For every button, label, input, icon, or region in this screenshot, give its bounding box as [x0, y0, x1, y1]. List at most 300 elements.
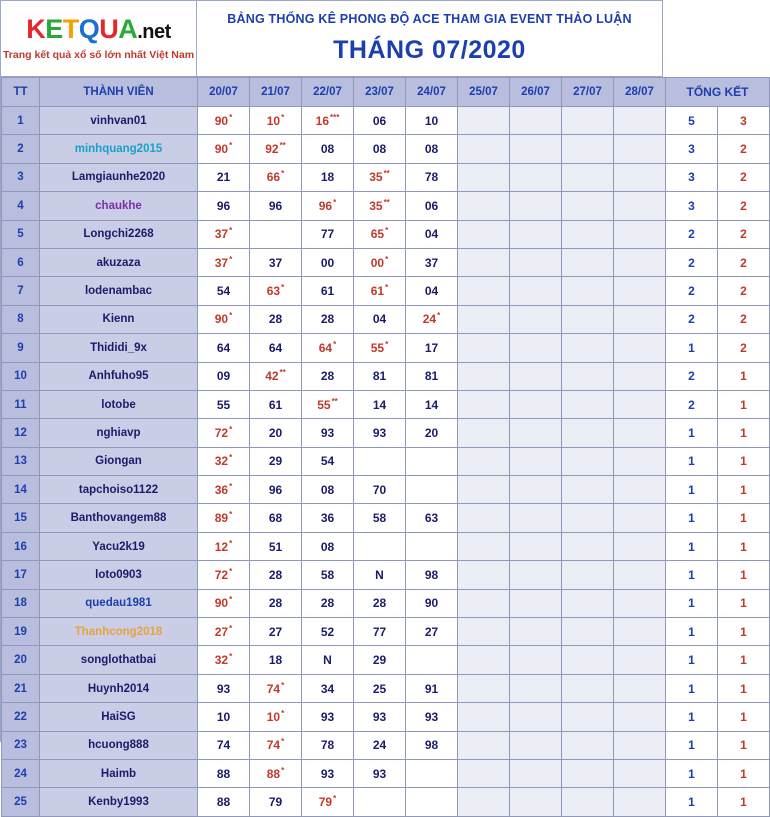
- table-row: [2, 192, 770, 220]
- score-cell: [562, 419, 614, 447]
- score-cell: [614, 759, 666, 787]
- score-cell: [562, 532, 614, 560]
- score-cell: [302, 788, 354, 816]
- total-primary: 3: [666, 135, 718, 163]
- score-value: 55: [317, 397, 331, 412]
- score-cell: [510, 646, 562, 674]
- star-marker: *: [229, 453, 233, 463]
- table-row: [2, 362, 770, 390]
- row-index: 22: [2, 703, 40, 731]
- score-cell: [250, 135, 302, 163]
- total-secondary: 2: [718, 220, 770, 248]
- score-cell: [614, 305, 666, 333]
- score-cell: [354, 362, 406, 390]
- score-value: 93: [372, 709, 387, 724]
- member-name[interactable]: [40, 646, 198, 674]
- score-cell: [302, 589, 354, 617]
- score-cell: [250, 646, 302, 674]
- score-value: 25: [372, 681, 387, 696]
- score-cell: [198, 759, 250, 787]
- score-cell: [458, 277, 510, 305]
- score-cell: [354, 646, 406, 674]
- score-cell: [406, 447, 458, 475]
- score-value: 61: [320, 284, 335, 299]
- score-cell: [250, 220, 302, 248]
- score-value: 90: [214, 142, 229, 157]
- score-value: 64: [268, 340, 283, 355]
- score-value: 79: [318, 795, 333, 810]
- member-name[interactable]: [40, 390, 198, 418]
- member-name-label: Longchi2268: [83, 228, 154, 241]
- score-value: 64: [318, 340, 333, 355]
- score-cell: [198, 703, 250, 731]
- score-cell: [614, 220, 666, 248]
- total-secondary: 1: [718, 390, 770, 418]
- score-value: 42: [265, 369, 279, 384]
- table-row: [2, 135, 770, 163]
- score-cell: [198, 674, 250, 702]
- score-value: 28: [372, 596, 387, 611]
- star-marker: *: [229, 254, 233, 264]
- score-cell: [458, 220, 510, 248]
- member-name[interactable]: [40, 419, 198, 447]
- row-index: 19: [2, 618, 40, 646]
- table-row: [2, 334, 770, 362]
- score-cell: [510, 248, 562, 276]
- score-cell: [562, 305, 614, 333]
- total-primary: 1: [666, 646, 718, 674]
- score-value: 09: [216, 369, 231, 384]
- score-cell: [458, 788, 510, 816]
- score-cell: [250, 419, 302, 447]
- score-cell: [406, 788, 458, 816]
- member-name[interactable]: [40, 504, 198, 532]
- score-cell: [406, 390, 458, 418]
- score-cell: [614, 135, 666, 163]
- score-cell: [510, 759, 562, 787]
- score-value: 93: [320, 709, 335, 724]
- score-cell: [354, 703, 406, 731]
- member-name[interactable]: [40, 277, 198, 305]
- score-cell: [406, 419, 458, 447]
- score-cell: [406, 532, 458, 560]
- total-secondary: 1: [718, 646, 770, 674]
- total-secondary: 1: [718, 504, 770, 532]
- member-name-label: HaiSG: [101, 710, 136, 723]
- star-marker: *: [229, 226, 233, 236]
- member-name[interactable]: [40, 305, 198, 333]
- score-cell: [614, 476, 666, 504]
- logo-wordmark: [26, 16, 171, 43]
- total-primary: 1: [666, 674, 718, 702]
- logo-letter-u: U: [99, 14, 119, 44]
- score-cell: [406, 305, 458, 333]
- score-cell: [406, 248, 458, 276]
- score-cell: [302, 334, 354, 362]
- member-name[interactable]: [40, 334, 198, 362]
- score-cell: [302, 759, 354, 787]
- score-value: 90: [424, 596, 439, 611]
- row-index: 6: [2, 248, 40, 276]
- member-name-label: Haimb: [100, 767, 137, 780]
- score-cell: [354, 305, 406, 333]
- total-secondary: 2: [718, 135, 770, 163]
- row-index: 17: [2, 561, 40, 589]
- score-cell: [406, 135, 458, 163]
- score-cell: [354, 674, 406, 702]
- member-name[interactable]: [40, 759, 198, 787]
- total-secondary: 1: [718, 476, 770, 504]
- score-cell: [198, 476, 250, 504]
- row-index: 16: [2, 532, 40, 560]
- score-value: 72: [214, 567, 229, 582]
- score-cell: [510, 220, 562, 248]
- total-secondary: 1: [718, 532, 770, 560]
- total-secondary: 2: [718, 305, 770, 333]
- star-marker: *: [333, 339, 337, 349]
- score-cell: [302, 476, 354, 504]
- score-value: 36: [320, 511, 335, 526]
- table-row: [2, 731, 770, 759]
- total-secondary: 1: [718, 618, 770, 646]
- total-secondary: 1: [718, 731, 770, 759]
- score-cell: [302, 674, 354, 702]
- table-row: [2, 476, 770, 504]
- total-primary: 2: [666, 248, 718, 276]
- row-index: 23: [2, 731, 40, 759]
- score-cell: [354, 504, 406, 532]
- score-cell: [354, 192, 406, 220]
- score-cell: [354, 163, 406, 191]
- score-value: 78: [424, 170, 439, 185]
- score-cell: [510, 589, 562, 617]
- member-name[interactable]: [40, 248, 198, 276]
- score-cell: [510, 561, 562, 589]
- score-cell: [562, 277, 614, 305]
- table-row: [2, 220, 770, 248]
- star-marker: *: [281, 737, 285, 747]
- score-value: 51: [268, 539, 283, 554]
- score-cell: [562, 447, 614, 475]
- total-secondary: 1: [718, 788, 770, 816]
- score-value: 79: [268, 795, 283, 810]
- score-cell: [406, 476, 458, 504]
- row-index: 9: [2, 334, 40, 362]
- score-cell: [614, 192, 666, 220]
- logo-letter-t: T: [62, 14, 79, 44]
- member-name[interactable]: [40, 192, 198, 220]
- score-value: 61: [370, 284, 385, 299]
- star-marker: *: [385, 254, 389, 264]
- table-row: [2, 589, 770, 617]
- star-marker: **: [383, 197, 390, 207]
- score-value: 63: [424, 511, 439, 526]
- score-value: 04: [424, 284, 439, 299]
- logo-suffix: .net: [137, 21, 171, 43]
- score-cell: [250, 305, 302, 333]
- score-cell: [250, 248, 302, 276]
- star-marker: *: [229, 510, 233, 520]
- score-value: 28: [320, 369, 335, 384]
- logo-letter-q: Q: [78, 14, 100, 44]
- score-value: 74: [266, 681, 281, 696]
- table-row: [2, 447, 770, 475]
- total-secondary: 2: [718, 248, 770, 276]
- score-cell: [458, 674, 510, 702]
- member-name-label: lotobe: [101, 398, 136, 411]
- star-marker: *: [229, 481, 233, 491]
- member-name[interactable]: [40, 362, 198, 390]
- score-cell: [354, 788, 406, 816]
- score-cell: [510, 703, 562, 731]
- score-cell: [458, 703, 510, 731]
- member-name-label: songlothatbai: [80, 654, 157, 667]
- star-marker: **: [279, 141, 286, 151]
- score-cell: [562, 731, 614, 759]
- score-value: 96: [216, 198, 231, 213]
- score-value: 28: [268, 596, 283, 611]
- score-cell: [458, 107, 510, 135]
- total-secondary: 2: [718, 277, 770, 305]
- logo-letter-a: A: [118, 14, 138, 44]
- row-index: 3: [2, 163, 40, 191]
- row-index: 14: [2, 476, 40, 504]
- score-cell: [562, 107, 614, 135]
- total-secondary: 1: [718, 447, 770, 475]
- score-value: 74: [266, 738, 281, 753]
- score-cell: [614, 703, 666, 731]
- score-cell: [510, 476, 562, 504]
- score-cell: [198, 589, 250, 617]
- member-name-label: loto0903: [95, 568, 142, 581]
- row-index: 20: [2, 646, 40, 674]
- member-name[interactable]: [40, 476, 198, 504]
- score-cell: [562, 135, 614, 163]
- star-marker: *: [229, 595, 233, 605]
- member-name[interactable]: [40, 674, 198, 702]
- col-day-2707: 27/07: [562, 78, 614, 107]
- score-value: 92: [265, 142, 279, 157]
- score-cell: [250, 674, 302, 702]
- score-cell: [302, 305, 354, 333]
- score-cell: [354, 618, 406, 646]
- score-value: 32: [214, 653, 229, 668]
- score-cell: [302, 703, 354, 731]
- col-tt: TT: [2, 78, 40, 107]
- score-cell: [302, 618, 354, 646]
- score-value: 96: [318, 198, 333, 213]
- score-value: 14: [424, 397, 439, 412]
- col-day-2307: 23/07: [354, 78, 406, 107]
- row-index: 10: [2, 362, 40, 390]
- table-row: [2, 703, 770, 731]
- score-cell: [302, 646, 354, 674]
- score-cell: [510, 788, 562, 816]
- score-value: 98: [424, 567, 439, 582]
- score-cell: [614, 788, 666, 816]
- total-primary: 1: [666, 419, 718, 447]
- member-name-label: Banthovangem88: [70, 512, 167, 525]
- score-cell: [198, 561, 250, 589]
- score-value: 28: [320, 312, 335, 327]
- total-secondary: 1: [718, 674, 770, 702]
- score-cell: [562, 163, 614, 191]
- col-day-2407: 24/07: [406, 78, 458, 107]
- member-name[interactable]: [40, 220, 198, 248]
- col-day-2007: 20/07: [198, 78, 250, 107]
- score-cell: [458, 305, 510, 333]
- row-index: 4: [2, 192, 40, 220]
- score-value: 27: [268, 624, 283, 639]
- score-value: 24: [422, 312, 437, 327]
- page-header: [1, 1, 662, 77]
- total-primary: 1: [666, 703, 718, 731]
- score-value: 08: [320, 142, 335, 157]
- score-cell: [510, 362, 562, 390]
- score-value: 54: [320, 454, 335, 469]
- score-cell: [614, 419, 666, 447]
- score-cell: [198, 107, 250, 135]
- score-value: 18: [268, 653, 283, 668]
- score-cell: [406, 192, 458, 220]
- row-index: 13: [2, 447, 40, 475]
- score-value: 77: [320, 227, 335, 242]
- score-cell: [406, 277, 458, 305]
- score-cell: [250, 476, 302, 504]
- member-name-label: quedau1981: [85, 597, 152, 610]
- row-index: 5: [2, 220, 40, 248]
- score-cell: [302, 504, 354, 532]
- score-value: 04: [424, 227, 439, 242]
- score-cell: [614, 618, 666, 646]
- score-cell: [302, 248, 354, 276]
- score-value: 70: [372, 482, 387, 497]
- member-name[interactable]: [40, 731, 198, 759]
- score-cell: [198, 618, 250, 646]
- score-cell: [250, 504, 302, 532]
- score-cell: [198, 419, 250, 447]
- score-value: 74: [216, 738, 231, 753]
- member-name[interactable]: [40, 618, 198, 646]
- total-primary: 1: [666, 561, 718, 589]
- score-cell: [562, 618, 614, 646]
- star-marker: **: [279, 368, 286, 378]
- score-cell: [562, 248, 614, 276]
- score-cell: [406, 334, 458, 362]
- member-name[interactable]: [40, 589, 198, 617]
- member-name-label: hcuong888: [88, 739, 149, 752]
- total-primary: 2: [666, 362, 718, 390]
- member-name-label: Lamgiaunhe2020: [71, 171, 166, 184]
- score-cell: [354, 561, 406, 589]
- score-cell: [250, 334, 302, 362]
- score-cell: [354, 107, 406, 135]
- score-value: 90: [214, 113, 229, 128]
- star-marker: *: [229, 424, 233, 434]
- table-row: [2, 277, 770, 305]
- score-cell: [406, 220, 458, 248]
- table-row: [2, 248, 770, 276]
- score-value: 72: [214, 425, 229, 440]
- col-day-2507: 25/07: [458, 78, 510, 107]
- member-name[interactable]: [40, 163, 198, 191]
- table-row: [2, 646, 770, 674]
- score-cell: [354, 532, 406, 560]
- score-value: 55: [370, 340, 385, 355]
- score-cell: [458, 561, 510, 589]
- table-header-row: [2, 78, 770, 107]
- score-cell: [250, 107, 302, 135]
- table-row: [2, 561, 770, 589]
- member-name[interactable]: [40, 561, 198, 589]
- total-primary: 2: [666, 390, 718, 418]
- star-marker: *: [385, 339, 389, 349]
- member-name[interactable]: [40, 703, 198, 731]
- score-cell: [510, 731, 562, 759]
- col-day-2807: 28/07: [614, 78, 666, 107]
- score-value: 78: [320, 738, 335, 753]
- member-name[interactable]: [40, 135, 198, 163]
- total-primary: 1: [666, 759, 718, 787]
- score-cell: [458, 759, 510, 787]
- score-cell: [614, 532, 666, 560]
- score-cell: [406, 674, 458, 702]
- member-name[interactable]: [40, 107, 198, 135]
- score-value: 64: [216, 340, 231, 355]
- score-cell: [510, 618, 562, 646]
- score-cell: [250, 532, 302, 560]
- score-value: 06: [424, 198, 439, 213]
- member-name-label: chaukhe: [95, 199, 142, 212]
- table-row: [2, 759, 770, 787]
- member-name[interactable]: [40, 532, 198, 560]
- score-cell: [354, 334, 406, 362]
- member-name[interactable]: [40, 447, 198, 475]
- table-row: [2, 163, 770, 191]
- score-cell: [562, 646, 614, 674]
- score-cell: [198, 248, 250, 276]
- score-cell: [614, 731, 666, 759]
- score-value: 06: [372, 113, 387, 128]
- score-value: 24: [372, 738, 387, 753]
- score-cell: [510, 192, 562, 220]
- table-row: [2, 504, 770, 532]
- score-value: 27: [214, 624, 229, 639]
- member-name[interactable]: [40, 788, 198, 816]
- score-cell: [510, 419, 562, 447]
- score-cell: [354, 277, 406, 305]
- table-row: [2, 618, 770, 646]
- score-cell: [458, 476, 510, 504]
- table-row: [2, 305, 770, 333]
- row-index: 25: [2, 788, 40, 816]
- score-cell: [614, 334, 666, 362]
- score-value: 29: [268, 454, 283, 469]
- score-cell: [198, 447, 250, 475]
- star-marker: *: [281, 283, 285, 293]
- score-cell: [250, 703, 302, 731]
- star-marker: *: [229, 566, 233, 576]
- score-cell: [302, 163, 354, 191]
- table-row: [2, 390, 770, 418]
- site-logo[interactable]: [1, 1, 197, 76]
- score-cell: [458, 248, 510, 276]
- member-name-label: Kenby1993: [88, 796, 149, 809]
- total-primary: 1: [666, 532, 718, 560]
- score-cell: [562, 390, 614, 418]
- score-cell: [250, 362, 302, 390]
- score-value: 68: [268, 511, 283, 526]
